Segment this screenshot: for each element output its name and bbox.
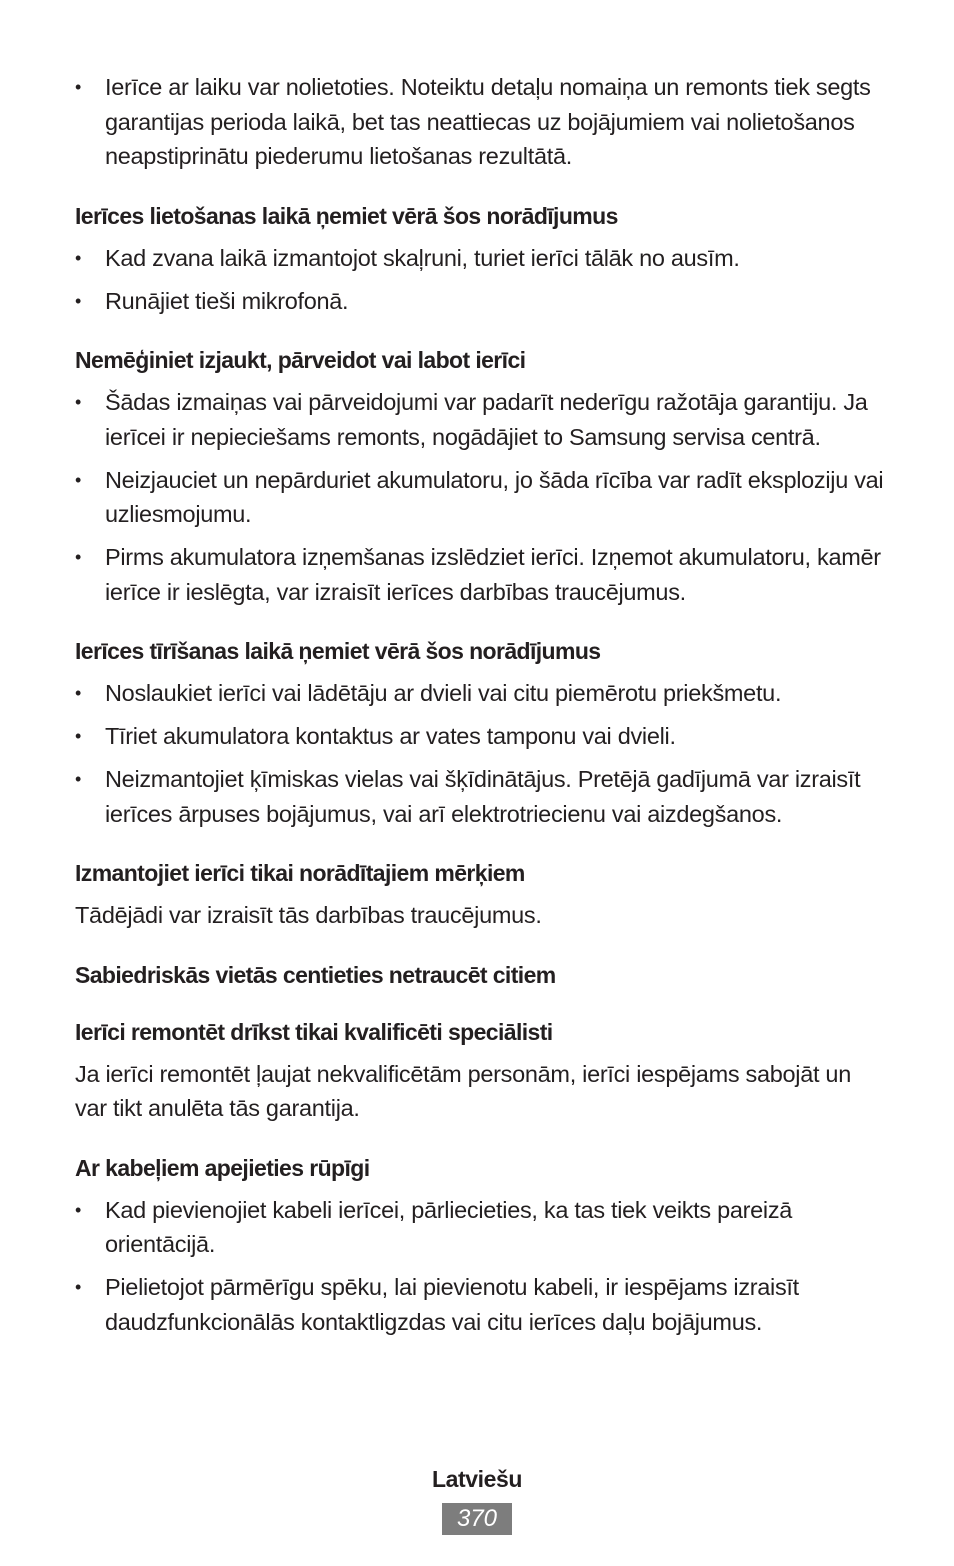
list-item-text: Šādas izmaiņas vai pārveidojumi var padarīt nederīgu ražotāja garantiju. Ja ierīcei ir nepieciešams remonts, nogādājiet to Samsung servisa centrā.	[105, 389, 868, 450]
bullet-icon: •	[75, 769, 82, 789]
bullet-icon: •	[75, 1199, 82, 1220]
bullet-icon: •	[75, 1277, 82, 1297]
list-item	[75, 463, 885, 532]
list-item	[75, 70, 885, 174]
section-heading: Izmantojiet ierīci tikai norādītajiem mērķiem	[75, 860, 525, 886]
list-item	[75, 1270, 885, 1339]
list-item-text: Tīriet akumulatora kontaktus ar vates tamponu vai dvieli.	[105, 723, 676, 749]
bullet-icon: •	[75, 392, 82, 412]
bullet-icon: •	[75, 290, 82, 311]
section-paragraph: Ja ierīci remontēt ļaujat nekvalificētām personām, ierīci iespējams sabojāt un var tikt anulēta tās garantija.	[75, 1060, 851, 1121]
document-body	[75, 70, 885, 1339]
list-item	[75, 719, 885, 754]
bullet-icon: •	[75, 726, 82, 746]
bullet-icon: •	[75, 77, 82, 97]
bullet-list	[75, 1193, 885, 1340]
list-item	[75, 241, 885, 276]
list-item-text: Neizjauciet un nepārduriet akumulatoru, jo šāda rīcība var radīt eksploziju vai uzliesmojumu.	[105, 466, 884, 527]
bullet-list	[75, 70, 885, 174]
bullet-list	[75, 385, 885, 609]
bullet-list	[75, 676, 885, 831]
section-paragraph: Tādējādi var izraisīt tās darbības traucējumus.	[75, 902, 542, 928]
section-heading: Ierīci remontēt drīkst tikai kvalificēti speciālisti	[75, 1018, 553, 1045]
list-item-text: Neizmantojiet ķīmiskas vielas vai šķīdinātājus. Pretējā gadījumā var izraisīt ierīces ārpuses bojājumus, vai arī elektrotriecienu vai aizdegšanos.	[105, 766, 861, 827]
list-item-text: Runājiet tieši mikrofonā.	[105, 287, 349, 314]
list-item-text: Pielietojot pārmērīgu spēku, lai pievienotu kabeli, ir iespējams izraisīt daudzfunkcionālās kontaktligzdas vai citu ierīces daļu bojājumus.	[105, 1274, 799, 1335]
bullet-icon: •	[75, 547, 82, 567]
section-heading: Ar kabeļiem apejieties rūpīgi	[75, 1154, 370, 1181]
section-heading: Sabiedriskās vietās centieties netraucēt citiem	[75, 961, 556, 988]
list-item	[75, 385, 885, 454]
footer-language: Latviešu	[431, 1466, 523, 1492]
bullet-icon: •	[75, 469, 82, 490]
bullet-list	[75, 241, 885, 319]
list-item-text: Noslaukiet ierīci vai lādētāju ar dvieli vai citu piemērotu priekšmetu.	[105, 680, 782, 706]
list-item-text: Ierīce ar laiku var nolietoties. Noteiktu detaļu nomaiņa un remonts tiek segts garantijas perioda laikā, bet tas neattiecas uz bojājumiem vai nolietošanos neapstiprinātu piederumu lietošanas rezultātā.	[105, 74, 871, 169]
bullet-icon: •	[75, 683, 82, 703]
section-heading: Ierīces lietošanas laikā ņemiet vērā šos norādījumus	[75, 202, 618, 229]
bullet-icon: •	[75, 247, 82, 268]
section-heading: Ierīces tīrīšanas laikā ņemiet vērā šos norādījumus	[75, 638, 601, 664]
page-number: 370	[442, 1503, 512, 1535]
list-item	[75, 676, 885, 711]
list-item	[75, 540, 885, 609]
list-item	[75, 1193, 885, 1262]
list-item-text: Kad pievienojiet kabeli ierīcei, pārliecieties, ka tas tiek veikts pareizā orientācijā.	[105, 1196, 793, 1257]
list-item	[75, 284, 885, 319]
section-heading: Nemēģiniet izjaukt, pārveidot vai labot ierīci	[75, 347, 526, 373]
list-item-text: Kad zvana laikā izmantojot skaļruni, turiet ierīci tālāk no ausīm.	[105, 244, 740, 271]
list-item	[75, 762, 885, 831]
list-item-text: Pirms akumulatora izņemšanas izslēdziet ierīci. Izņemot akumulatoru, kamēr ierīce ir ieslēgta, var izraisīt ierīces darbības traucējumus.	[105, 544, 881, 605]
